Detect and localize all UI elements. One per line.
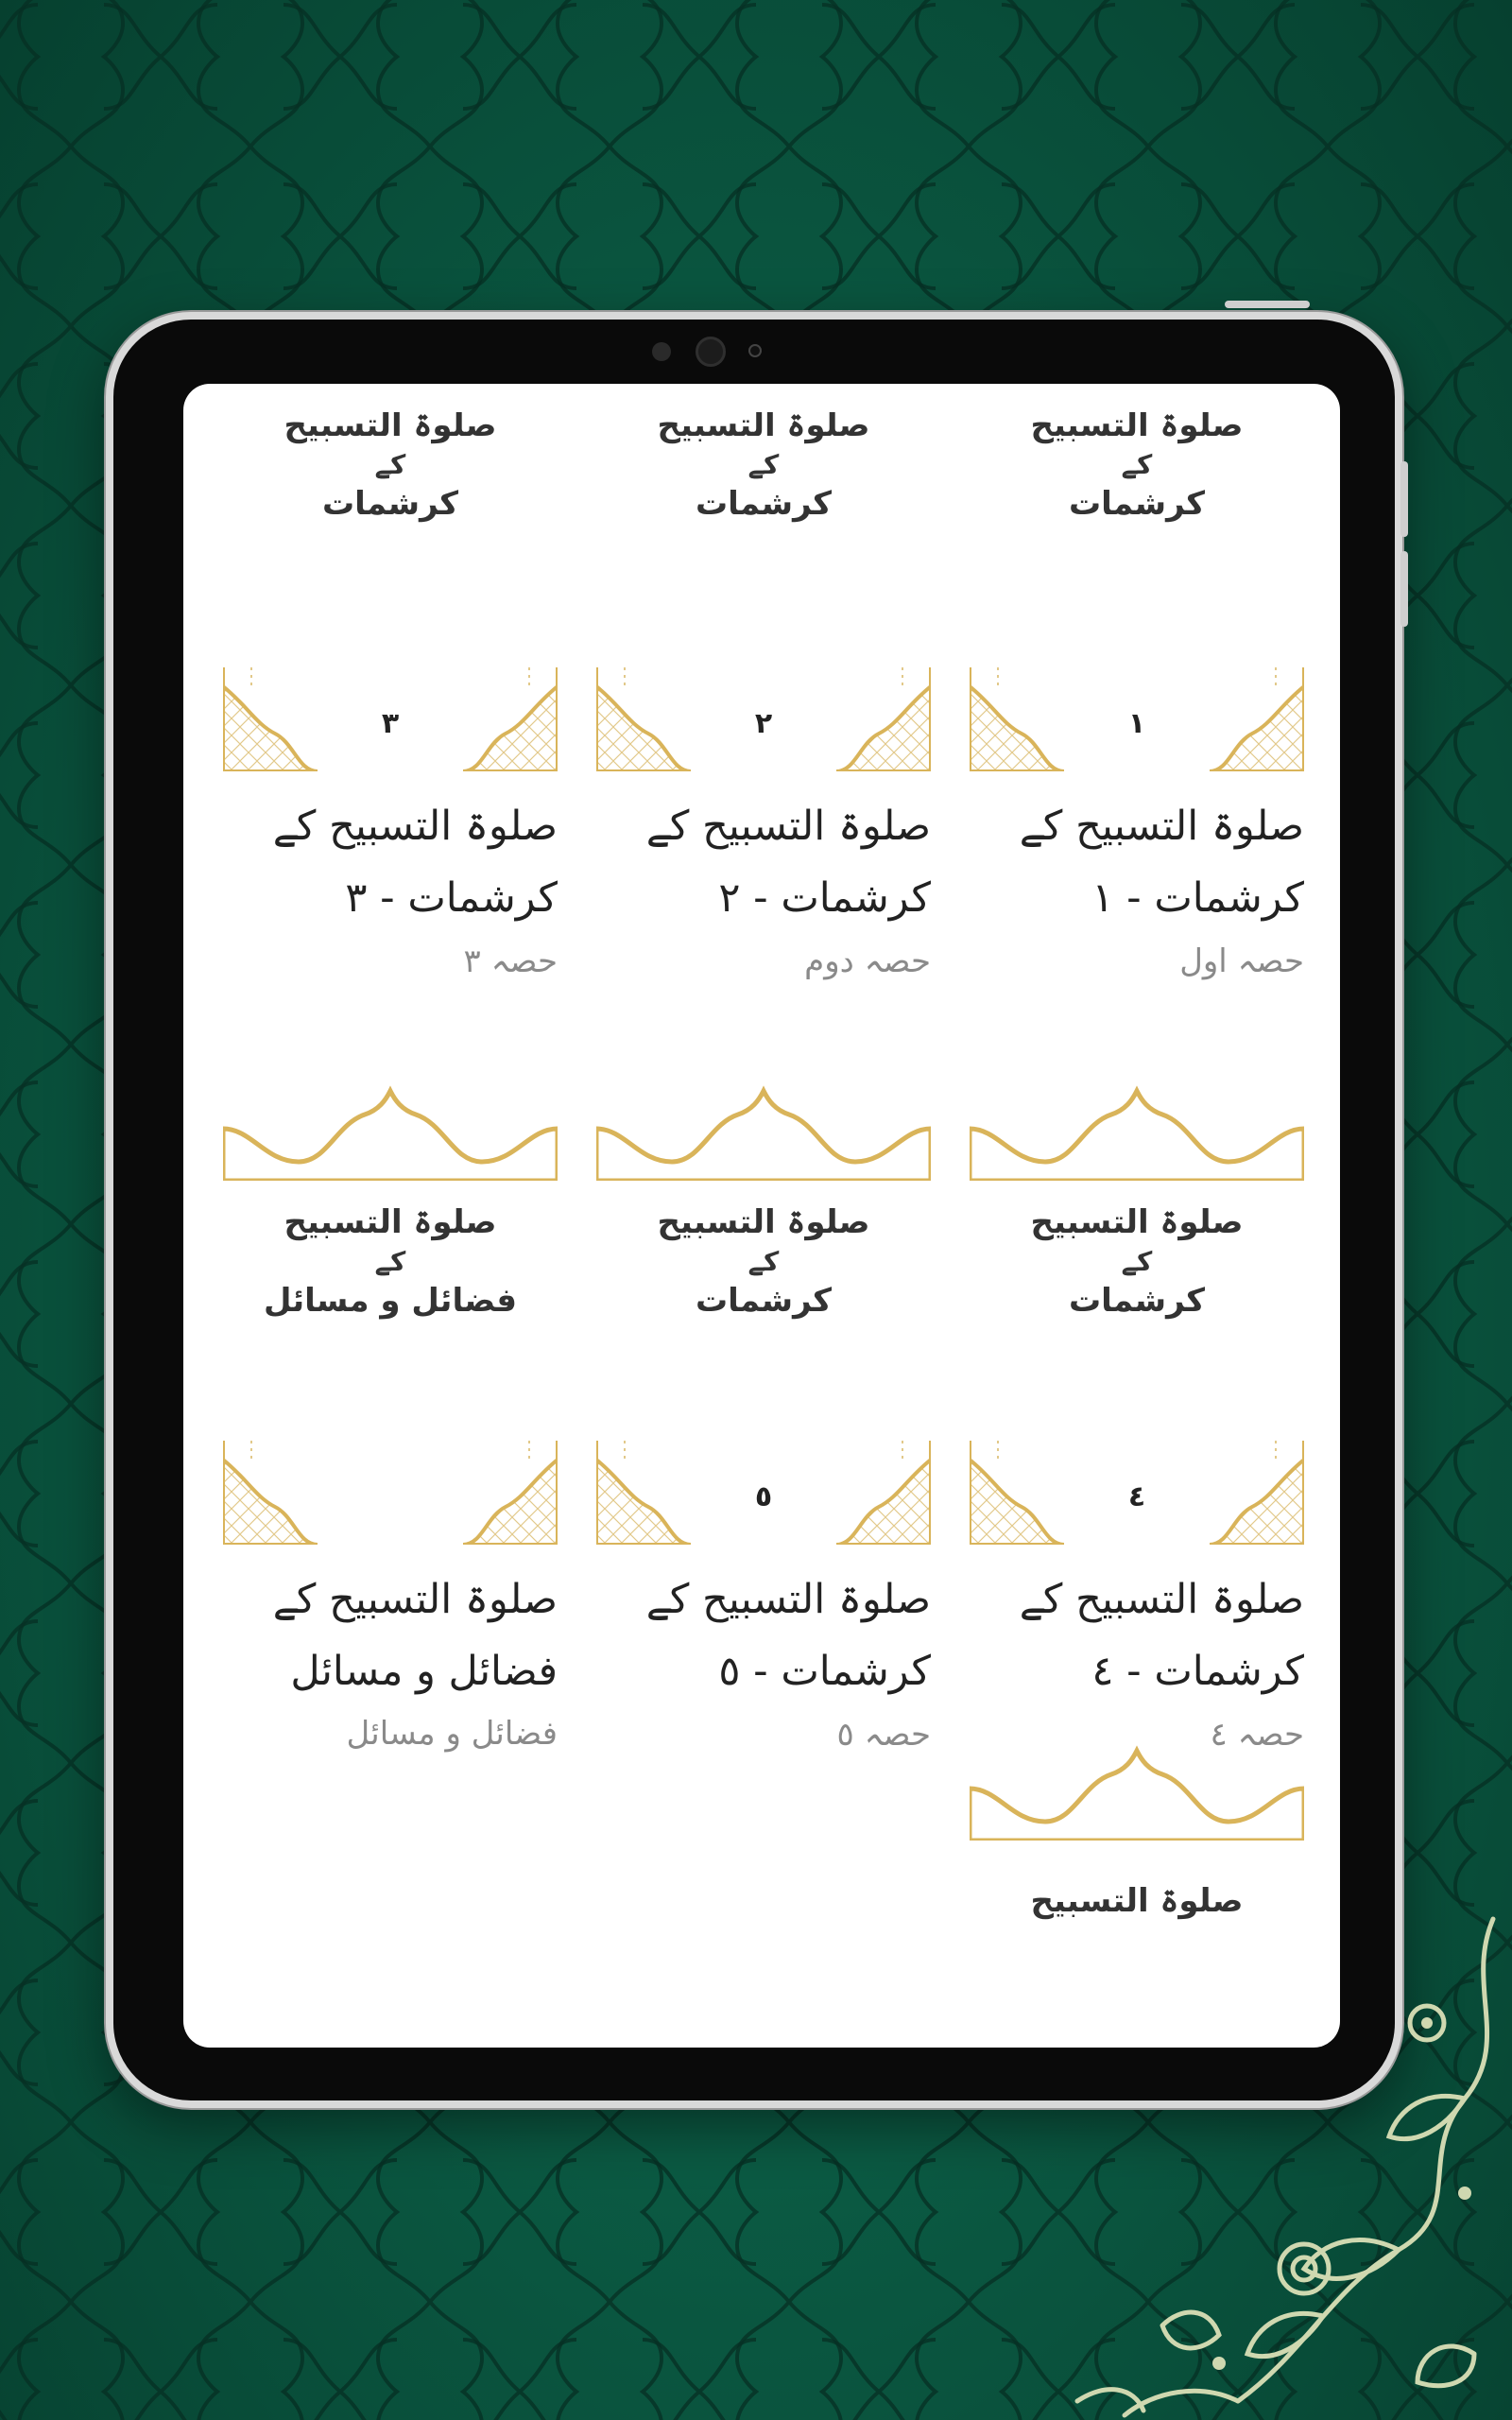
book-title[interactable]: صلوۃ التسبیح کے کرشمات - ۱ xyxy=(1019,803,1304,922)
tablet-volume-up-button xyxy=(1400,461,1408,537)
book-subtitle: حصہ ٤ xyxy=(1210,1716,1304,1754)
book-card-6[interactable] xyxy=(223,1072,558,1864)
cover-title xyxy=(223,412,558,523)
cover-title-line2: کے xyxy=(1121,1246,1153,1278)
cover-number: ٥ xyxy=(754,1480,773,1513)
cover-title-line2: کے xyxy=(1121,449,1153,481)
tablet-volume-down-button xyxy=(1400,551,1408,627)
cover-bottom-ornament xyxy=(223,1441,558,1545)
cover-arch-ornament xyxy=(596,1072,931,1181)
book-cover[interactable] xyxy=(596,1072,931,1545)
camera-sensor xyxy=(748,344,762,357)
book-cover[interactable] xyxy=(970,1072,1304,1545)
cover-title-line2: کے xyxy=(374,449,406,481)
cover-title xyxy=(596,412,931,523)
book-subtitle: حصہ اول xyxy=(1179,942,1304,980)
cover-title xyxy=(596,1204,931,1320)
cover-title-line1: صلوۃ التسبیح xyxy=(657,1203,870,1241)
floral-ornament xyxy=(1021,1910,1512,2420)
cover-title-line2: کے xyxy=(747,449,780,481)
book-subtitle: فضائل و مسائل xyxy=(346,1715,558,1753)
cover-title xyxy=(223,1204,558,1320)
cover-title-line1: صلوۃ التسبیح xyxy=(657,412,870,444)
cover-title-line3: کرشمات xyxy=(1068,485,1206,524)
cover-title-line3: کرشمات xyxy=(695,1282,833,1321)
tablet-frame xyxy=(106,312,1402,2108)
book-grid xyxy=(219,412,1304,2048)
cover-title-line1: صلوۃ التسبیح xyxy=(1030,1203,1244,1241)
book-card-5[interactable] xyxy=(596,1072,931,1864)
book-title[interactable]: صلوۃ التسبیح کے کرشمات - ۳ xyxy=(272,803,558,922)
cover-title-line2: کے xyxy=(374,1246,406,1278)
tablet-power-button xyxy=(1225,301,1310,308)
cover-title-line1: صلوۃ التسبیح xyxy=(1030,1882,1244,1920)
cover-title-line3: کرشمات xyxy=(321,485,459,524)
book-title[interactable]: صلوۃ التسبیح کے کرشمات - ٥ xyxy=(645,1576,931,1695)
cover-arch-ornament xyxy=(970,1072,1304,1181)
camera-dot-left xyxy=(652,342,671,361)
cover-number: ٤ xyxy=(1127,1480,1146,1513)
cover-title-line2: کے xyxy=(747,1246,780,1278)
camera-lens xyxy=(696,337,726,367)
book-cover[interactable] xyxy=(596,412,931,771)
cover-title-line1: صلوۃ التسبیح xyxy=(284,412,497,444)
cover-title-line1: صلوۃ التسبیح xyxy=(1030,412,1244,444)
cover-title-line3: کرشمات xyxy=(1068,1282,1206,1321)
book-title[interactable]: صلوۃ التسبیح کے کرشمات - ۲ xyxy=(645,803,931,922)
cover-number: ۱ xyxy=(1127,707,1146,740)
cover-title-line1: صلوۃ التسبیح xyxy=(284,1203,497,1241)
cover-title-line3: کرشمات xyxy=(695,485,833,524)
cover-arch-ornament xyxy=(223,1072,558,1181)
app-screen xyxy=(183,384,1340,2048)
book-subtitle: حصہ ٥ xyxy=(836,1716,931,1754)
book-subtitle: حصہ دوم xyxy=(804,942,931,980)
cover-title xyxy=(970,1204,1304,1320)
cover-title xyxy=(970,412,1304,523)
book-cover[interactable] xyxy=(223,1072,558,1545)
cover-number: ۲ xyxy=(754,707,773,740)
cover-number: ۳ xyxy=(381,707,400,740)
cover-arch-ornament xyxy=(970,1732,1304,1841)
cover-title-line3: فضائل و مسائل xyxy=(264,1282,517,1321)
book-title[interactable]: صلوۃ التسبیح کے فضائل و مسائل xyxy=(272,1576,558,1695)
book-cover[interactable] xyxy=(970,412,1304,771)
book-title[interactable]: صلوۃ التسبیح کے کرشمات - ٤ xyxy=(1019,1576,1304,1695)
book-cover[interactable] xyxy=(223,412,558,771)
book-subtitle: حصہ ۳ xyxy=(463,942,558,980)
